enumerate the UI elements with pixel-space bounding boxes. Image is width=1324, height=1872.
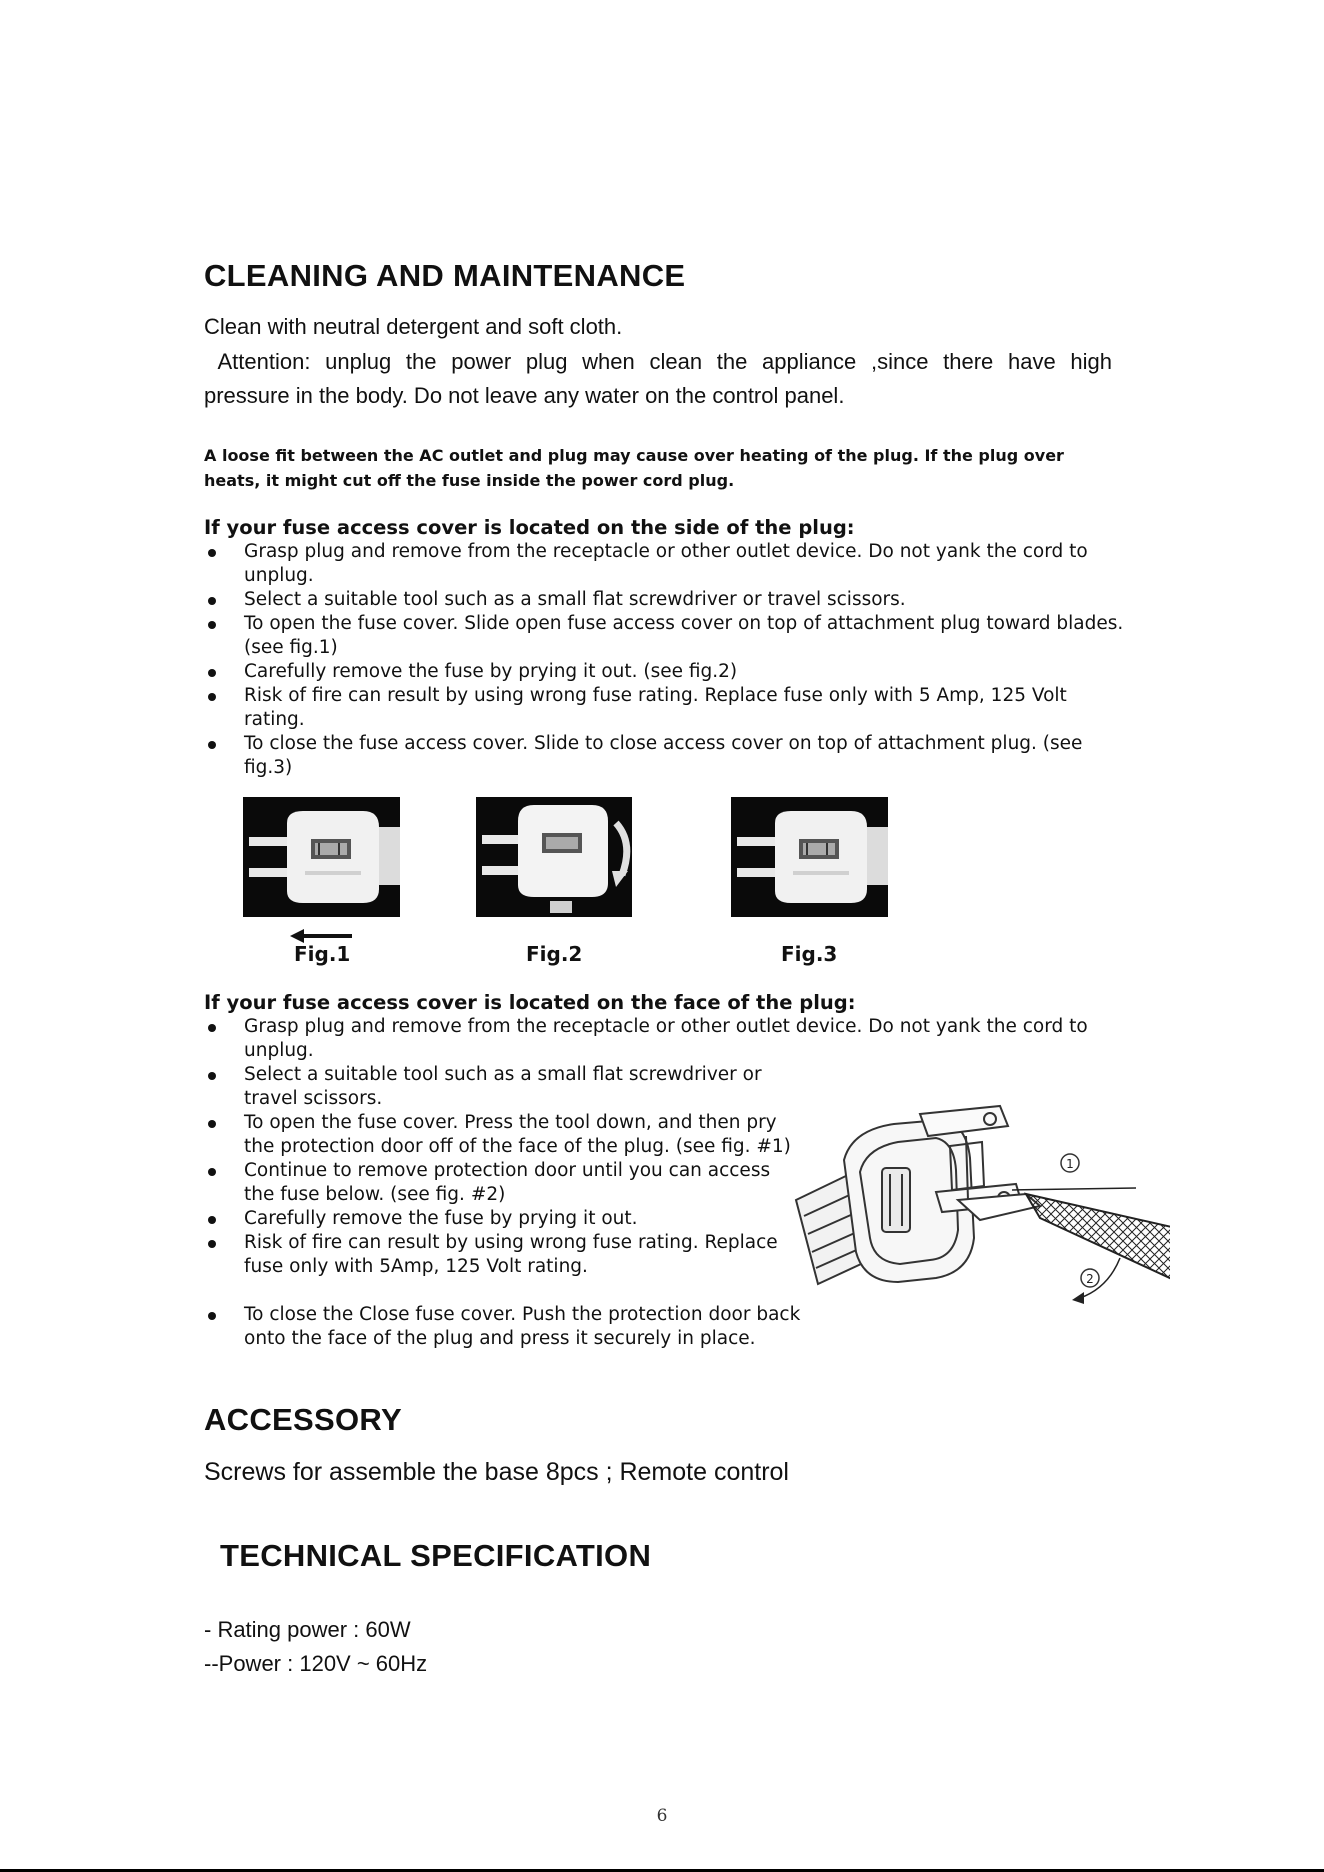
- bullet-icon: [208, 741, 216, 749]
- list-item: Grasp plug and remove from the receptacle or other outlet device. Do not yank the cord to unplug.: [204, 1015, 1124, 1063]
- bullet-icon: [208, 621, 216, 629]
- face-fuse-step-1: [204, 1015, 1124, 1063]
- face-fuse-heading: If your fuse access cover is located on the face of the plug:: [204, 991, 856, 1014]
- side-fuse-steps: [204, 540, 1124, 780]
- fig3-plug-photo: [731, 797, 888, 917]
- cleaning-heading: CLEANING AND MAINTENANCE: [204, 258, 686, 293]
- face-plug-diagram: [790, 1088, 1170, 1318]
- bullet-icon: [208, 1024, 216, 1032]
- accessory-heading: ACCESSORY: [204, 1402, 402, 1437]
- bullet-icon: [208, 1216, 216, 1224]
- side-fuse-heading: If your fuse access cover is located on the side of the plug:: [204, 516, 855, 539]
- page-number: 6: [656, 1806, 668, 1826]
- list-item: Risk of fire can result by using wrong fuse rating. Replace fuse only with 5 Amp, 125 Volt rating.: [204, 684, 1124, 732]
- bullet-icon: [208, 1168, 216, 1176]
- fig2-label: Fig.2: [526, 942, 583, 966]
- list-item: To close the fuse access cover. Slide to close access cover on top of attachment plug. (see fig.3): [204, 732, 1124, 780]
- spec-rating-power: - Rating power : 60W: [204, 1617, 411, 1642]
- list-item: To open the fuse cover. Slide open fuse access cover on top of attachment plug toward blades. (see fig.1): [204, 612, 1124, 660]
- spec-power: --Power : 120V ~ 60Hz: [204, 1651, 428, 1676]
- list-item: To close the Close fuse cover. Push the protection door back onto the face of the plug and press it securely in place.: [204, 1303, 844, 1351]
- bullet-icon: [208, 1072, 216, 1080]
- plug-icon: [243, 797, 400, 917]
- bullet-icon: [208, 597, 216, 605]
- list-item: Grasp plug and remove from the receptacle or other outlet device. Do not yank the cord to unplug.: [204, 540, 1124, 588]
- face-fuse-step-last: [204, 1303, 844, 1351]
- plug-icon: [476, 797, 632, 917]
- face-fuse-steps: [204, 1063, 794, 1279]
- callout-2-label: 2: [1086, 1272, 1094, 1286]
- accessory-text: Screws for assemble the base 8pcs ; Remote control: [204, 1458, 789, 1486]
- fig1-plug-photo: [243, 797, 400, 917]
- list-item: Carefully remove the fuse by prying it out.: [204, 1207, 794, 1231]
- attention-line-2: pressure in the body. Do not leave any water on the control panel.: [204, 383, 845, 408]
- bullet-icon: [208, 1120, 216, 1128]
- tech-spec-heading: TECHNICAL SPECIFICATION: [220, 1538, 652, 1573]
- bullet-icon: [208, 693, 216, 701]
- bullet-icon: [208, 669, 216, 677]
- callout-1-label: 1: [1066, 1157, 1074, 1171]
- loose-fit-note-2: heats, it might cut off the fuse inside the power cord plug.: [204, 471, 735, 490]
- attention-line-1: Attention: unplug the power plug when clean the appliance ,since there have high: [204, 349, 1112, 374]
- bullet-icon: [208, 549, 216, 557]
- list-item: To open the fuse cover. Press the tool down, and then pry the protection door off of the face of the plug. (see fig. #1): [204, 1111, 794, 1159]
- cleaning-instruction: Clean with neutral detergent and soft cloth.: [204, 314, 623, 339]
- fig2-plug-photo: [476, 797, 632, 917]
- fig1-label: Fig.1: [294, 942, 351, 966]
- list-item: Continue to remove protection door until you can access the fuse below. (see fig. #2): [204, 1159, 794, 1207]
- list-item: Carefully remove the fuse by prying it out. (see fig.2): [204, 660, 1124, 684]
- plug-icon: [731, 797, 888, 917]
- list-item: Select a suitable tool such as a small flat screwdriver or travel scissors.: [204, 588, 1124, 612]
- fig3-label: Fig.3: [781, 942, 838, 966]
- loose-fit-note-1: A loose fit between the AC outlet and plug may cause over heating of the plug. If the plug over: [204, 446, 1064, 465]
- list-item: Select a suitable tool such as a small flat screwdriver or travel scissors.: [204, 1063, 794, 1111]
- bullet-icon: [208, 1240, 216, 1248]
- bullet-icon: [208, 1312, 216, 1320]
- list-item: Risk of fire can result by using wrong fuse rating. Replace fuse only with 5Amp, 125 Volt rating.: [204, 1231, 794, 1279]
